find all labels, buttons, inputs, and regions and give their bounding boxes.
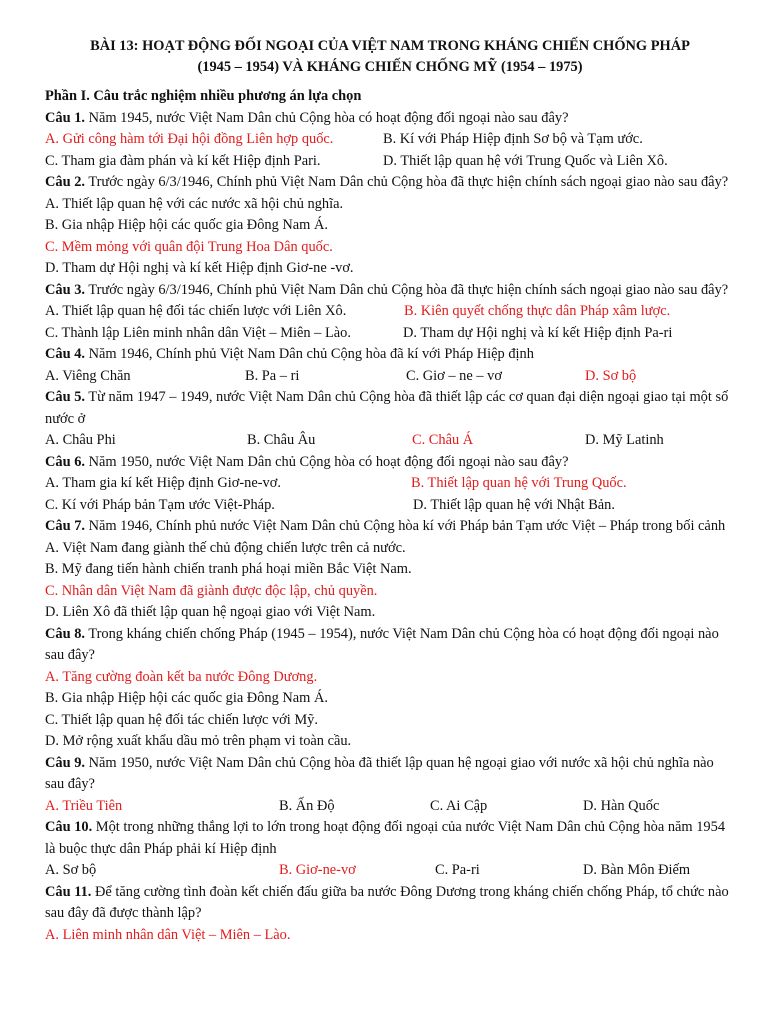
question-text: Một trong những thắng lợi to lớn trong hoạt động đối ngoại của nước Việt Nam Dân chủ Cộng hòa năm 1954 là buộc thực dân Pháp phải kí Hiệp định [45,819,726,857]
option-d: D. Mỹ Latinh [585,432,664,448]
option-d: D. Liên Xô đã thiết lập quan hệ ngoại giao với Việt Nam. [45,604,376,620]
option-row [45,129,735,151]
option-b: B. Kí với Pháp Hiệp định Sơ bộ và Tạm ước. [383,131,643,147]
option-b: B. Gia nhập Hiệp hội các quốc gia Đông Nam Á. [45,217,328,233]
question-text: Để tăng cường tình đoàn kết chiến đấu giữa ba nước Đông Dương trong kháng chiến chống Pháp, tổ chức nào sau đây đã được thành lập? [45,883,729,921]
question-5 [45,387,735,430]
question-text: Năm 1950, nước Việt Nam Dân chủ Cộng hòa có hoạt động đối ngoại nào sau đây? [84,453,569,470]
option-a: A. Tham gia kí kết Hiệp định Giơ-ne-vơ. [45,475,281,491]
question-text: Từ năm 1947 – 1949, nước Việt Nam Dân chủ Cộng hòa đã thiết lập các cơ quan đại diện ngoại giao tại một số nước ở [45,389,729,427]
question-2 [45,172,735,194]
option-row [45,366,735,388]
option-a-correct: A. Triều Tiên [45,797,123,814]
question-8 [45,624,735,667]
option-d: D. Bàn Môn Điếm [583,862,691,878]
question-number: Câu 5. [45,389,85,405]
option-b-correct: B. Thiết lập quan hệ với Trung Quốc. [411,475,627,491]
option-a: A. Sơ bộ [45,862,97,878]
option-b: B. Ấn Độ [279,797,335,814]
option-row [45,473,735,495]
option-d: D. Hàn Quốc [583,797,660,814]
question-number: Câu 11. [45,883,92,900]
option-b: B. Châu Âu [247,432,316,448]
question-text: Trong kháng chiến chống Pháp (1945 – 1954), nước Việt Nam Dân chủ Cộng hòa có hoạt động đối ngoại nào sau đây? [45,625,719,663]
option-a: A. Thiết lập quan hệ với các nước xã hội chủ nghĩa. [45,195,344,212]
option-c: C. Ai Cập [430,797,488,814]
option-a: A. Châu Phi [45,432,116,448]
section-heading: Phần I. Câu trắc nghiệm nhiều phương án lựa chọn [45,88,362,104]
option-d-correct: D. Sơ bộ [585,367,637,384]
option-c-correct: C. Nhân dân Việt Nam đã giành được độc lập, chủ quyền. [45,582,378,599]
question-number: Câu 10. [45,819,93,835]
lesson-title-line1: BÀI 13: HOẠT ĐỘNG ĐỐI NGOẠI CỦA VIỆT NAM TRONG KHÁNG CHIẾN CHỐNG PHÁP [90,38,690,54]
option-c: C. Kí với Pháp bản Tạm ước Việt-Pháp. [45,496,275,513]
question-9 [45,753,735,796]
option-d: D. Thiết lập quan hệ với Nhật Bản. [413,496,615,513]
option-a-correct: A. Liên minh nhân dân Việt – Miên – Lào. [45,926,291,943]
option-d: D. Mở rộng xuất khẩu dầu mỏ trên phạm vi toàn cầu. [45,733,352,749]
question-text: Trước ngày 6/3/1946, Chính phủ Việt Nam Dân chủ Cộng hòa đã thực hiện chính sách ngoại giao nào sau đây? [84,174,729,190]
option-row [45,495,735,517]
option-c-correct: C. Châu Á [412,432,474,448]
option-a: A. Viêng Chăn [45,367,131,384]
option-b: B. Gia nhập Hiệp hội các quốc gia Đông Nam Á. [45,690,328,706]
question-11 [45,882,735,925]
lesson-title-line2: (1945 – 1954) VÀ KHÁNG CHIẾN CHỐNG MỸ (1954 – 1975) [197,59,583,75]
question-number: Câu 2. [45,174,85,190]
option-b-correct: B. Giơ-ne-vơ [279,862,356,878]
option-d: D. Tham dự Hội nghị và kí kết Hiệp định Giơ-ne -vơ. [45,260,354,276]
option-d: D. Thiết lập quan hệ với Trung Quốc và Liên Xô. [383,152,668,169]
option-d: D. Tham dự Hội nghị và kí kết Hiệp định Pa-ri [403,324,673,341]
document-page [45,36,735,946]
question-10 [45,817,735,860]
option-a-correct: A. Tăng cường đoàn kết ba nước Đông Dương. [45,668,318,685]
question-text: Năm 1946, Chính phủ nước Việt Nam Dân chủ Cộng hòa kí với Pháp bản Tạm ước Việt – Pháp trong bối cảnh [84,518,726,534]
option-row [45,151,735,173]
question-text: Trước ngày 6/3/1946, Chính phủ Việt Nam Dân chủ Cộng hòa đã thực hiện chính sách ngoại giao nào sau đây? [84,281,729,298]
question-number: Câu 1. [45,109,85,126]
question-text: Năm 1950, nước Việt Nam Dân chủ Cộng hòa đã thiết lập quan hệ ngoại giao với nước xã hội chủ nghĩa nào sau đây? [45,754,714,792]
question-text: Năm 1945, nước Việt Nam Dân chủ Cộng hòa có hoạt động đối ngoại nào sau đây? [84,109,569,126]
option-b: B. Pa – ri [245,367,300,384]
question-number: Câu 8. [45,625,85,642]
question-number: Câu 3. [45,281,85,298]
option-b: B. Mỹ đang tiến hành chiến tranh phá hoại miền Bắc Việt Nam. [45,561,412,577]
question-number: Câu 6. [45,453,85,470]
question-7 [45,516,735,538]
question-text: Năm 1946, Chính phủ Việt Nam Dân chủ Cộng hòa đã kí với Pháp Hiệp định [84,346,534,362]
question-1 [45,108,735,130]
option-a: A. Thiết lập quan hệ đối tác chiến lược với Liên Xô. [45,303,347,319]
option-row [45,301,735,323]
option-c: C. Thành lập Liên minh nhân dân Việt – Miên – Lào. [45,324,351,341]
option-c: C. Thiết lập quan hệ đối tác chiến lược với Mỹ. [45,711,318,728]
option-c: C. Pa-ri [435,862,480,878]
option-b-correct: B. Kiên quyết chống thực dân Pháp xâm lược. [404,303,671,319]
question-4 [45,344,735,366]
option-c: C. Tham gia đàm phán và kí kết Hiệp định Pari. [45,152,321,169]
question-3 [45,280,735,302]
question-number: Câu 4. [45,346,85,362]
option-row [45,796,735,818]
option-c-correct: C. Mềm mỏng với quân đội Trung Hoa Dân quốc. [45,238,333,255]
question-number: Câu 7. [45,518,85,534]
option-c: C. Giơ – ne – vơ [406,367,502,384]
option-a: A. Việt Nam đang giành thế chủ động chiến lược trên cả nước. [45,539,406,556]
option-row [45,323,735,345]
question-6 [45,452,735,474]
option-a-correct: A. Gửi công hàm tới Đại hội đồng Liên hợp quốc. [45,131,334,147]
question-number: Câu 9. [45,754,85,771]
option-row [45,860,735,882]
option-row [45,430,735,452]
